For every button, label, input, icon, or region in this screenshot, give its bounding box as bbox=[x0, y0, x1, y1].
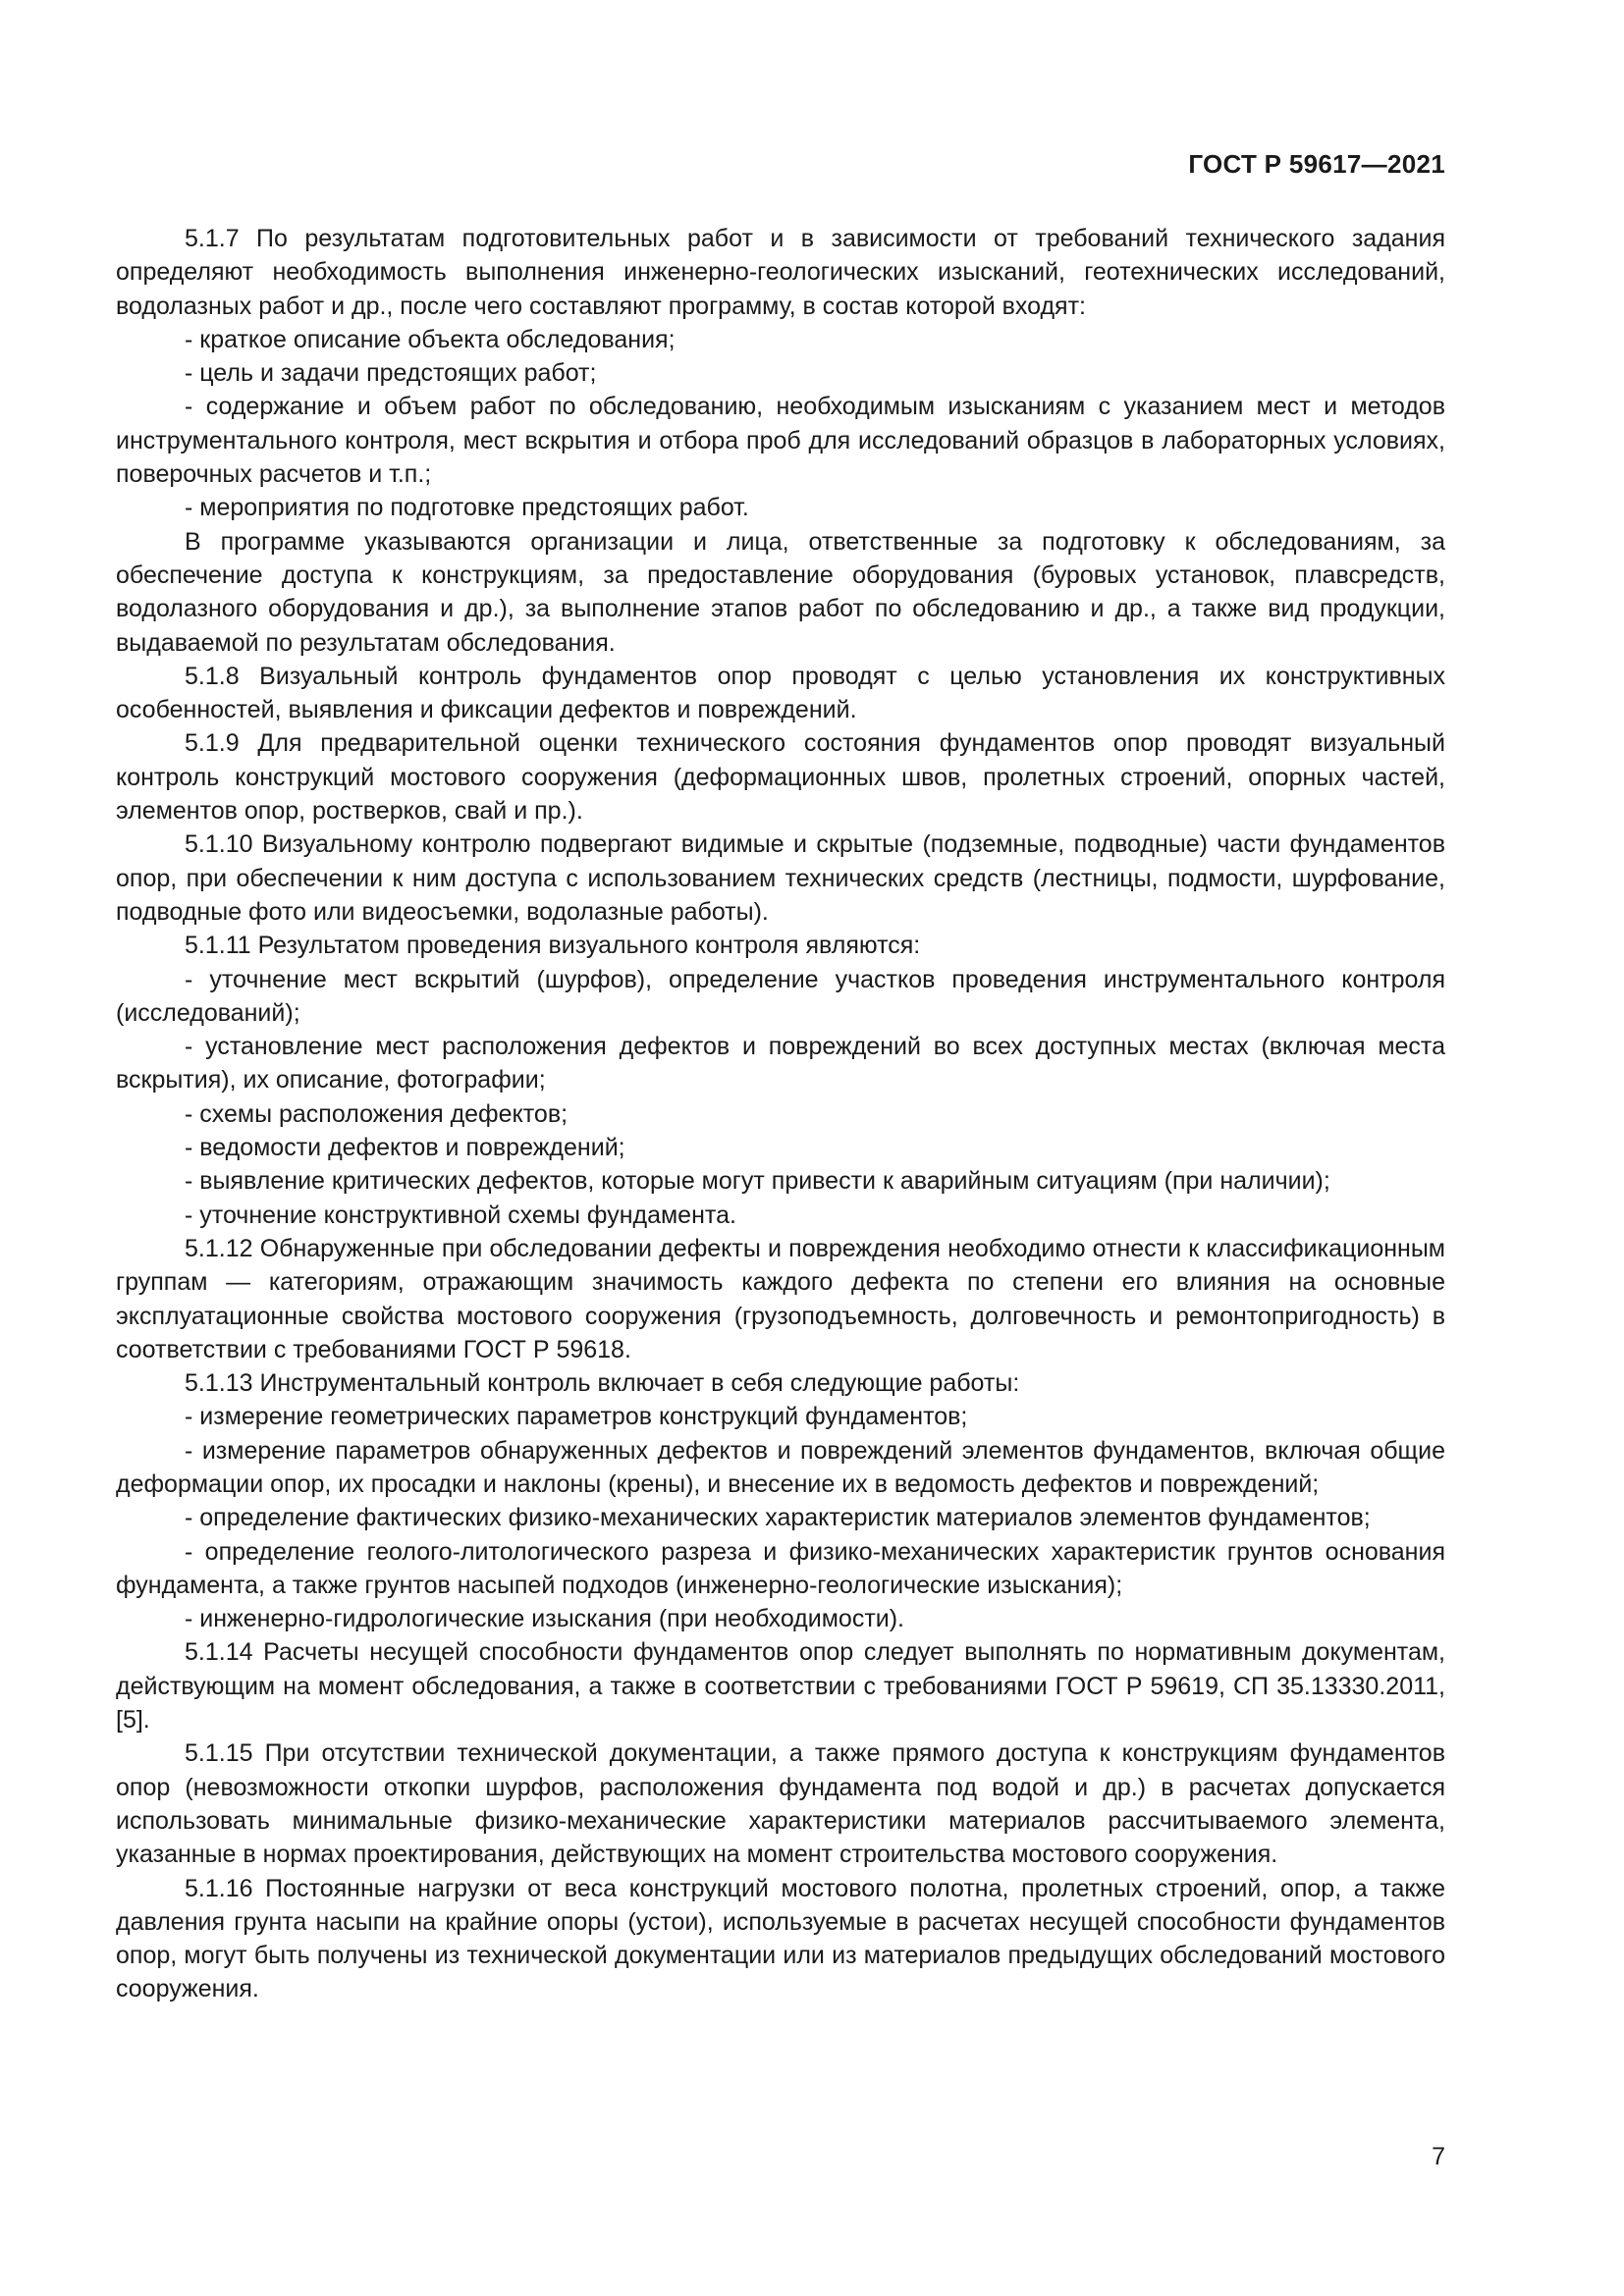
list-item: - установление мест расположения дефектов и повреждений во всех доступных местах (включая места вскрытия), их описание, фотографии; bbox=[116, 1033, 1445, 1095]
list-item: - определение фактических физико-механических характеристик материалов элементов фундаментов; bbox=[185, 1504, 1371, 1532]
document-body bbox=[116, 222, 1445, 2006]
list-item: - измерение геометрических параметров конструкций фундаментов; bbox=[185, 1403, 968, 1431]
standard-code-header: ГОСТ Р 59617—2021 bbox=[1188, 149, 1445, 179]
list-item: - мероприятия по подготовке предстоящих работ. bbox=[185, 494, 749, 522]
list-item: - измерение параметров обнаруженных дефектов и повреждений элементов фундаментов, включая общие деформации опор, их просадки и наклоны (крены), и внесение их в ведомость дефектов и повреждений; bbox=[116, 1436, 1445, 1498]
paragraph-5-1-16: 5.1.16 Постоянные нагрузки от веса конструкций мостового полотна, пролетных строений, опор, а также давления грунта насыпи на крайние опоры (устои), используемые в расчетах несущей способности фундаментов опор, могут быть получены из технической документации или из материалов предыдущих обследований мостового сооружения. bbox=[116, 1874, 1445, 2003]
paragraph-5-1-15: 5.1.15 При отсутствии технической документации, а также прямого доступа к конструкциям фундаментов опор (невозможности откопки шурфов, расположения фундамента под водой и др.) в расчетах допускается использовать минимальные физико-механические характеристики материалов рассчитываемого элемента, указанные в нормах проектирования, действующих на момент строительства мостового сооружения. bbox=[116, 1739, 1445, 1869]
list-item: - выявление критических дефектов, которые могут привести к аварийным ситуациям (при наличии); bbox=[185, 1167, 1330, 1196]
list-item: - схемы расположения дефектов; bbox=[185, 1099, 568, 1128]
list-item: - краткое описание объекта обследования; bbox=[185, 325, 676, 353]
paragraph-5-1-8: 5.1.8 Визуальный контроль фундаментов опор проводят с целью установления их конструктивных особенностей, выявления и фиксации дефектов и повреждений. bbox=[116, 662, 1445, 724]
paragraph-5-1-13: 5.1.13 Инструментальный контроль включает в себя следующие работы: bbox=[185, 1369, 1020, 1398]
paragraph-5-1-10: 5.1.10 Визуальному контролю подвергают видимые и скрытые (подземные, подводные) части фундаментов опор, при обеспечении к ним доступа с использованием технических средств (лестницы, подмости, шурфование, подводные фото или видеосъемки, водолазные работы). bbox=[116, 830, 1445, 926]
list-item: - содержание и объем работ по обследованию, необходимым изысканиям с указанием мест и методов инструментального контроля, мест вскрытия и отбора проб для исследований образцов в лабораторных условиях, поверочных расчетов и т.п.; bbox=[116, 393, 1445, 489]
paragraph-program-responsibles: В программе указываются организации и лица, ответственные за подготовку к обследованиям, за обеспечение доступа к конструкциям, за предоставление оборудования (буровых установок, плавсредств, водолазного оборудования и др.), за выполнение этапов работ по обследованию и др., а также вид продукции, выдаваемой по результатам обследования. bbox=[116, 527, 1445, 657]
paragraph-5-1-9: 5.1.9 Для предварительной оценки технического состояния фундаментов опор проводят визуальный контроль конструкций мостового сооружения (деформационных швов, пролетных строений, опорных частей, элементов опор, ростверков, свай и пр.). bbox=[116, 729, 1445, 826]
list-item: - уточнение конструктивной схемы фундамента. bbox=[185, 1201, 736, 1229]
paragraph-5-1-7: 5.1.7 По результатам подготовительных работ и в зависимости от требований технического задания определяют необходимость выполнения инженерно-геологических изысканий, геотехнических исследований, водолазных работ и др., после чего составляют программу, в состав которой входят: bbox=[116, 225, 1445, 320]
list-item: - ведомости дефектов и повреждений; bbox=[185, 1134, 625, 1162]
list-item: - уточнение мест вскрытий (шурфов), определение участков проведения инструментального контроля (исследований); bbox=[116, 965, 1445, 1027]
list-item: - определение геолого-литологического разреза и физико-механических характеристик грунтов основания фундамента, а также грунтов насыпей подходов (инженерно-геологические изыскания); bbox=[116, 1537, 1445, 1599]
paragraph-5-1-12: 5.1.12 Обнаруженные при обследовании дефекты и повреждения необходимо отнести к классификационным группам — категориям, отражающим значимость каждого дефекта по степени его влияния на основные эксплуатационные свойства мостового сооружения (грузоподъемность, долговечность и ремонтопригодность) в соответствии с требованиями ГОСТ Р 59618. bbox=[116, 1234, 1445, 1363]
paragraph-5-1-14: 5.1.14 Расчеты несущей способности фундаментов опор следует выполнять по нормативным документам, действующим на момент обследования, а также в соответствии с требованиями ГОСТ Р 59619, СП 35.13330.2011, [5]. bbox=[116, 1638, 1445, 1735]
page-number: 7 bbox=[1432, 2143, 1445, 2170]
paragraph-5-1-11: 5.1.11 Результатом проведения визуального контроля являются: bbox=[185, 932, 921, 960]
list-item: - цель и задачи предстоящих работ; bbox=[185, 359, 597, 388]
list-item: - инженерно-гидрологические изыскания (при необходимости). bbox=[185, 1605, 905, 1633]
